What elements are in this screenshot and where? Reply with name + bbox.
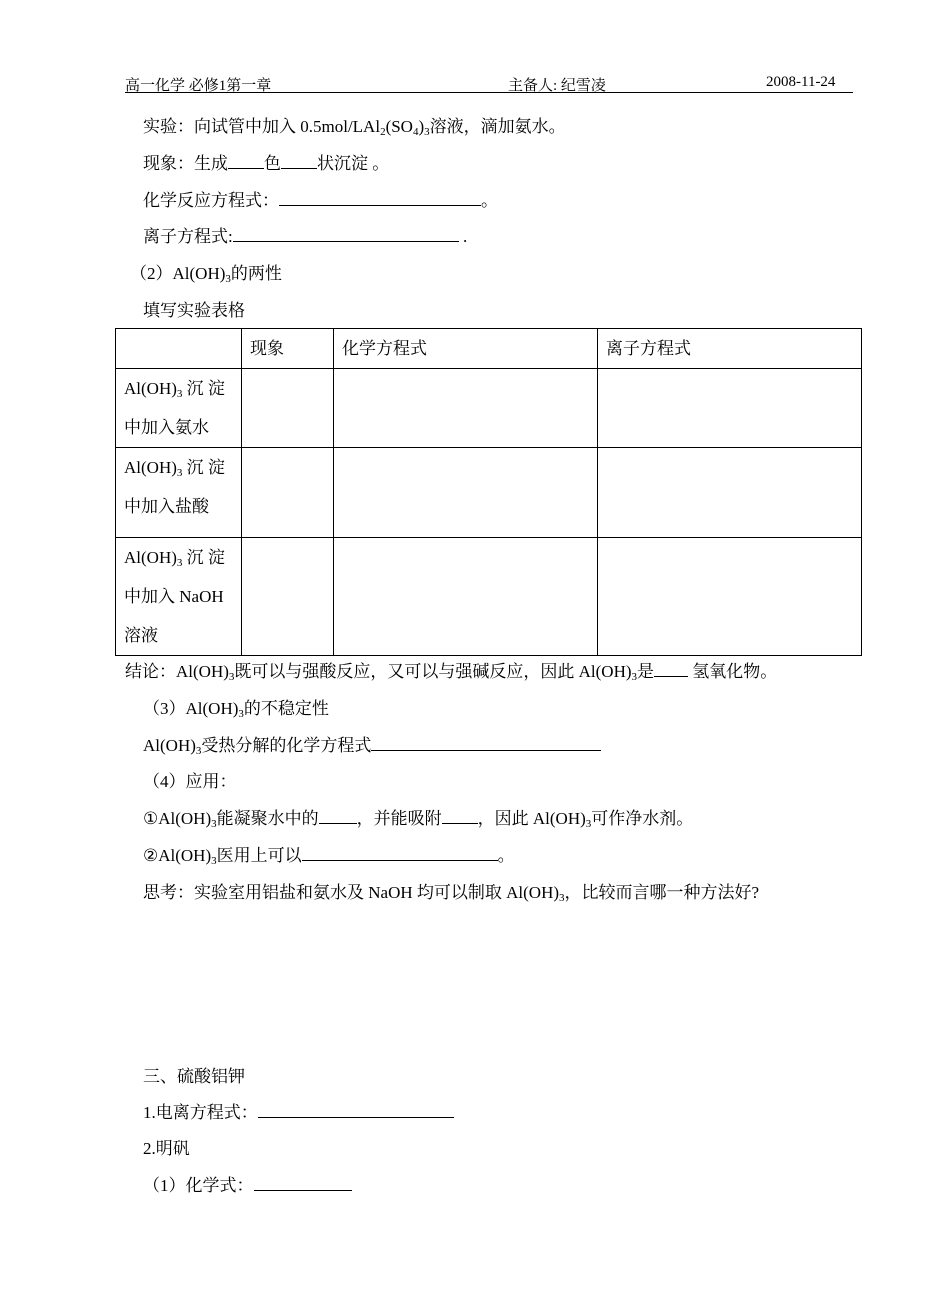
blank-decomposition xyxy=(371,736,601,751)
blank-shape xyxy=(281,154,317,169)
cell-ion-equation xyxy=(598,538,862,656)
cell-phenomenon xyxy=(242,538,334,656)
cell-chem-equation xyxy=(334,369,598,448)
fill-table-instruction: 填写实验表格 xyxy=(143,301,245,320)
think-question: 思考：实验室用铝盐和氨水及 NaOH 均可以制取 $Al(OH)_3$，比较而言哪一种方法好? xyxy=(143,883,760,904)
table-header-row xyxy=(116,329,862,369)
blank-adsorb xyxy=(442,809,478,824)
row-label: $Al(OH)_3$ 沉 淀 中加入盐酸 xyxy=(116,448,242,538)
chem-equation-line: 化学反应方程式： 。 xyxy=(143,191,498,210)
blank-hydroxide-type xyxy=(654,662,688,677)
experiment-table xyxy=(115,328,862,656)
part-three-title: 三、硫酸铝钾 xyxy=(143,1067,245,1086)
blank-ionization xyxy=(258,1103,454,1118)
table-header-cell: 现象 xyxy=(242,329,334,369)
decomposition-line: $Al(OH)_3$受热分解的化学方程式 xyxy=(143,731,601,756)
cell-phenomenon xyxy=(242,448,334,538)
section-application-title: （4）应用： xyxy=(143,772,237,791)
table-header-cell: 离子方程式 xyxy=(598,329,862,369)
blank-formula xyxy=(254,1176,352,1191)
header-rule xyxy=(125,92,853,93)
phenomenon-line: 现象：生成 色 状沉淀 。 xyxy=(143,154,390,173)
cell-ion-equation xyxy=(598,448,862,538)
header-author: 主备人: 纪雪凌 xyxy=(508,78,606,94)
blank-coagulate xyxy=(319,809,357,824)
blank-chem-equation xyxy=(279,191,481,206)
table-header-cell xyxy=(116,329,242,369)
conclusion-line: 结论：$Al(OH)_3$既可以与强酸反应，又可以与强碱反应，因此 $Al(OH)_3$是 氢氧化物。 xyxy=(125,662,778,683)
blank-ion-equation xyxy=(233,227,459,242)
section-instability-title: $(3)Al(OH)_3$的不稳定性 xyxy=(143,699,329,720)
alum-heading: 2.明矾 xyxy=(143,1139,190,1158)
cell-chem-equation xyxy=(334,448,598,538)
ionization-line: 1.电离方程式： xyxy=(143,1098,454,1123)
header-date: 2008-11-24 xyxy=(766,74,836,90)
cell-ion-equation xyxy=(598,369,862,448)
cell-phenomenon xyxy=(242,369,334,448)
table-header-cell: 化学方程式 xyxy=(334,329,598,369)
ion-equation-line: 离子方程式: . xyxy=(143,227,468,246)
formula-line: （1）化学式： xyxy=(143,1171,352,1196)
application-line-1: $①Al(OH)_3$能凝聚水中的 ，并能吸附 ，因此 $Al(OH)_3$可作净水剂。 xyxy=(143,809,694,830)
row-label: $Al(OH)_3$ 沉 淀 中加入 NaOH 溶液 xyxy=(116,538,242,656)
header-course: 高一化学 必修1第一章 xyxy=(125,78,272,94)
table-row xyxy=(116,538,862,656)
blank-color xyxy=(228,154,264,169)
table-row xyxy=(116,448,862,538)
row-label: $Al(OH)_3$ 沉 淀 中加入氨水 xyxy=(116,369,242,448)
blank-medical-use xyxy=(302,846,498,861)
cell-chem-equation xyxy=(334,538,598,656)
table-row xyxy=(116,369,862,448)
section-amphoteric-title: $(2)Al(OH)_3$的两性 xyxy=(130,264,282,285)
application-line-2: $②Al(OH)_3$医用上可以 。 xyxy=(143,846,515,867)
experiment-line: 实验：向试管中加入 $0.5mol/LAl_2(SO_4)_3$溶液，滴加氨水。 xyxy=(143,117,566,138)
